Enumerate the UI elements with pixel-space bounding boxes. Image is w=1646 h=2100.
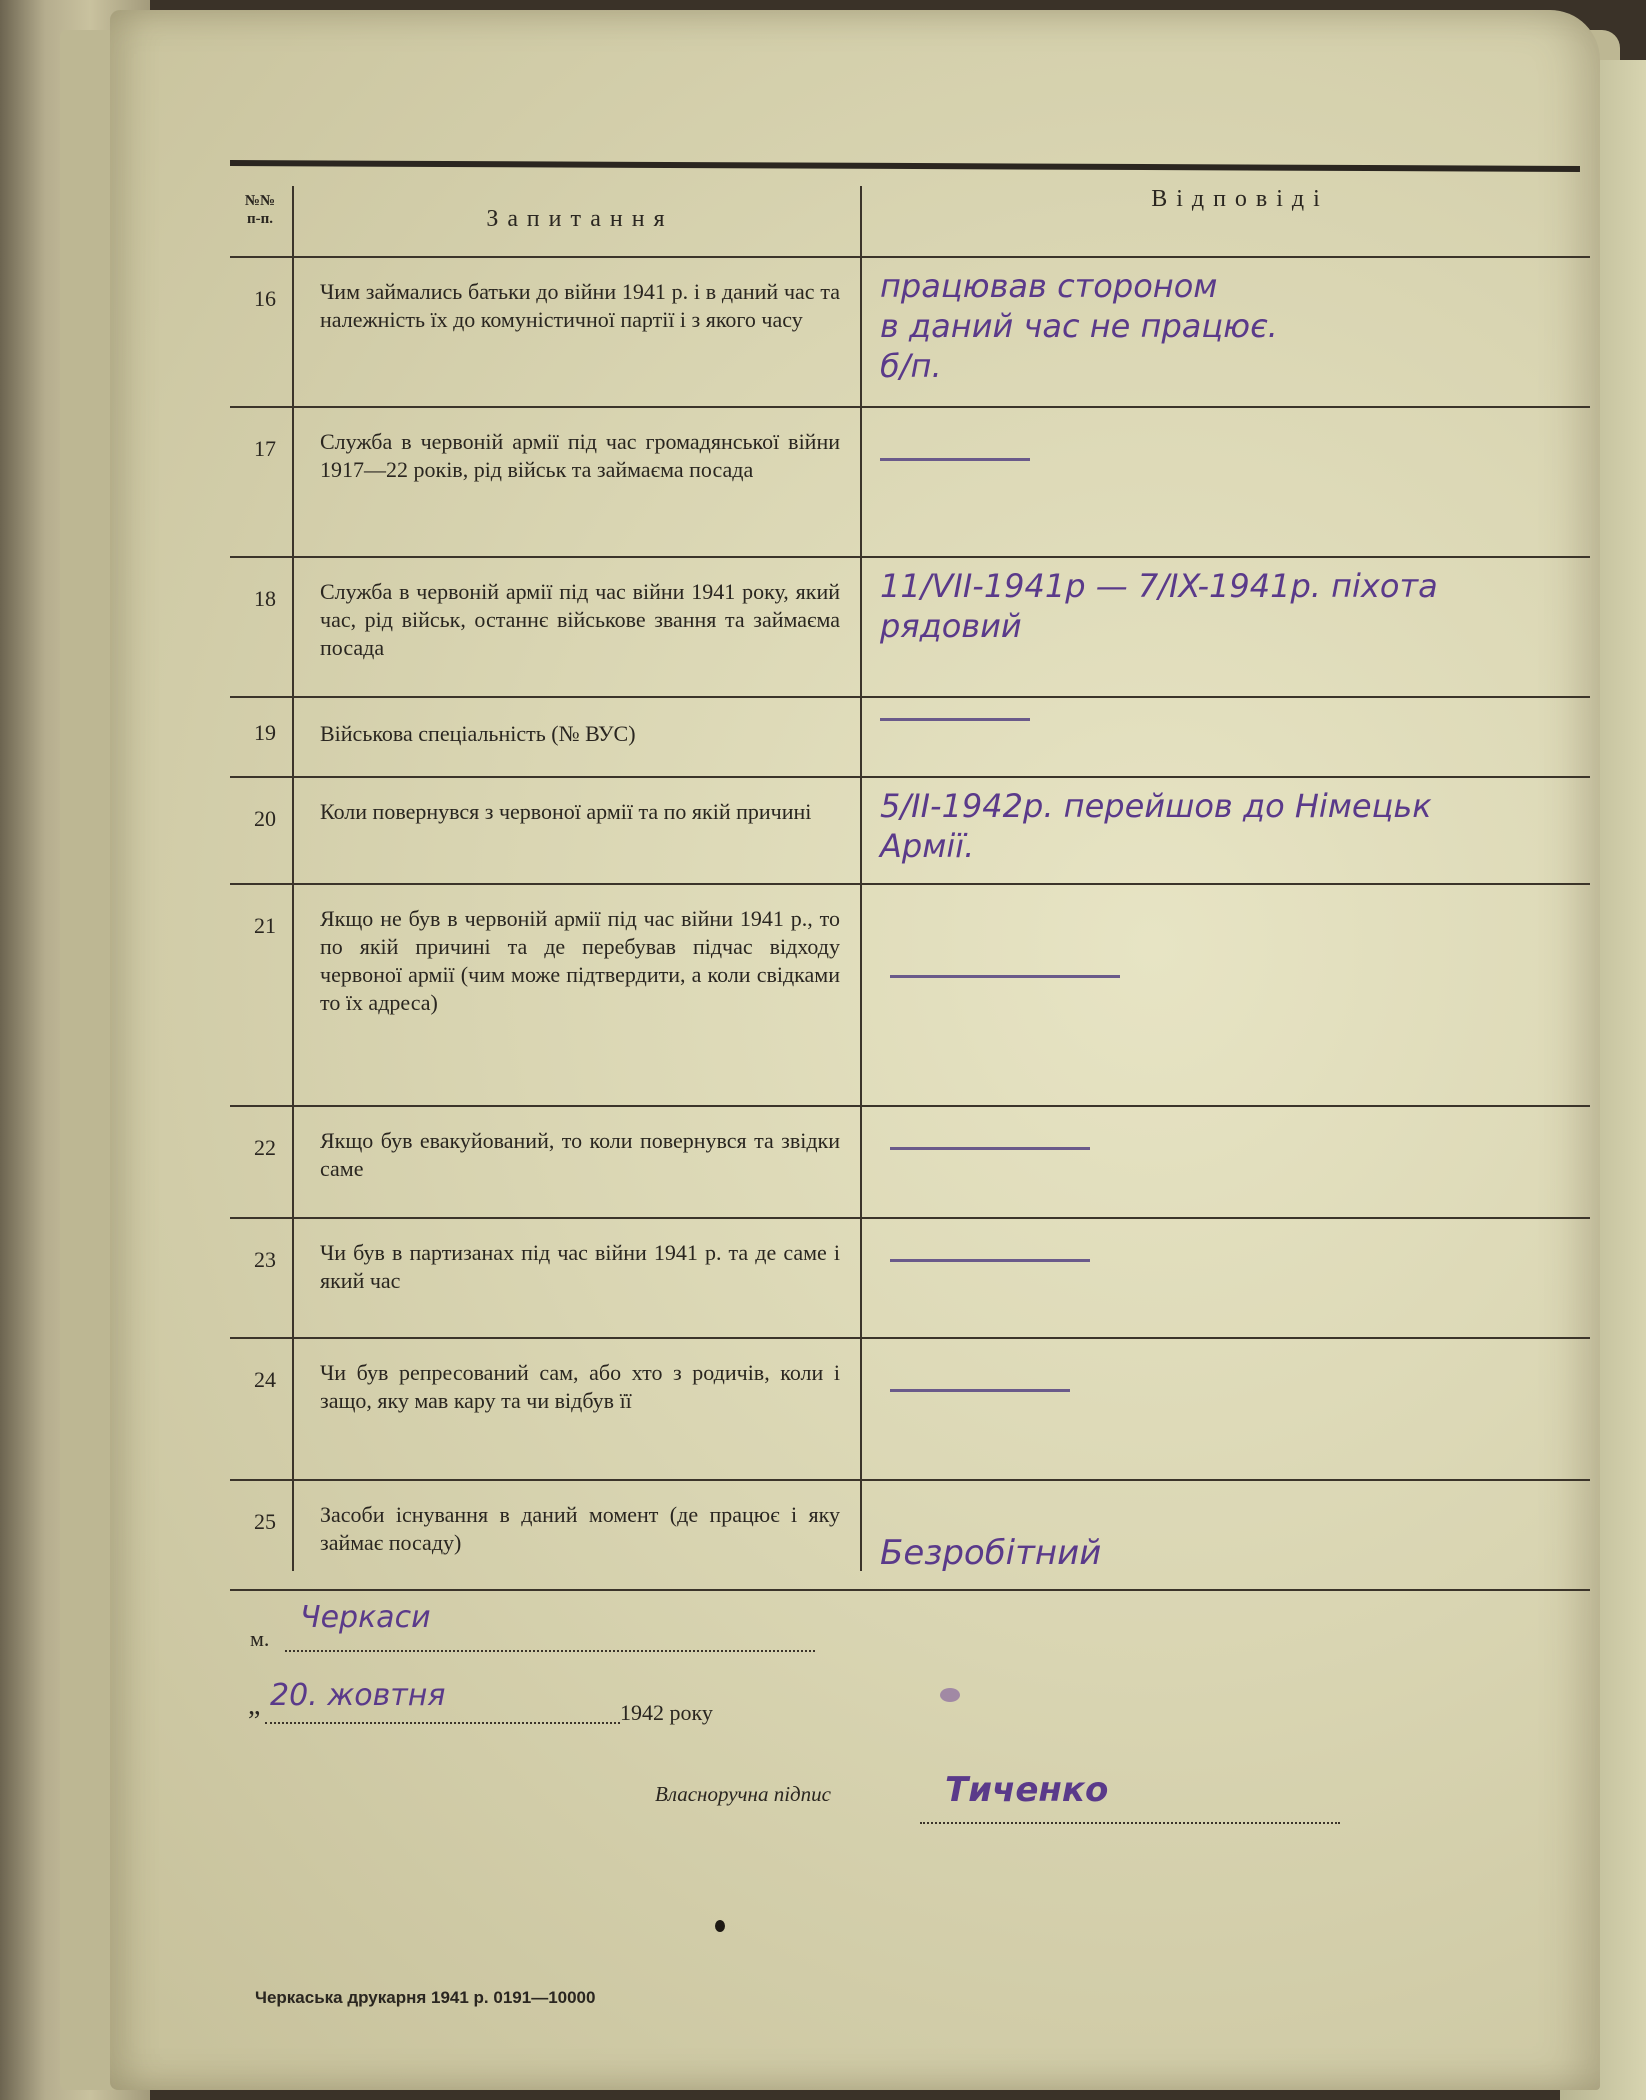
row-number: 20 xyxy=(254,806,276,831)
questionnaire-table xyxy=(230,186,1590,1591)
answer-dash xyxy=(880,718,1030,721)
row-number: 16 xyxy=(254,286,276,311)
row-number: 19 xyxy=(254,720,276,745)
table-row xyxy=(230,408,1590,558)
signature-label: Власноручна підпис xyxy=(655,1782,831,1806)
row-question: Служба в червоній армії під час громадянської війни 1917—22 років, рід військ та займаєма посада xyxy=(320,429,840,482)
row-question: Чи був в партизанах під час війни 1941 р. та де саме і який час xyxy=(320,1240,840,1293)
ink-blot xyxy=(940,1688,960,1702)
column-divider xyxy=(860,186,862,1571)
column-divider xyxy=(292,186,294,1571)
header-number: №№ п-п. xyxy=(244,193,276,227)
city-label: м. xyxy=(250,1626,270,1651)
printer-imprint: Черкаська друкарня 1941 р. 0191—10000 xyxy=(255,1988,596,2007)
row-number: 17 xyxy=(254,436,276,461)
answer-dash xyxy=(890,1259,1090,1262)
row-answer: працював стороном в даний час не працює. б/п. xyxy=(880,267,1278,385)
row-question: Коли повернувся з червоної армії та по якій причині xyxy=(320,799,812,824)
table-row xyxy=(230,1107,1590,1219)
year-label: 1942 року xyxy=(620,1700,713,1725)
header-question: Запитання xyxy=(486,206,674,232)
table-row xyxy=(230,1481,1590,1591)
row-number: 24 xyxy=(254,1367,276,1392)
row-answer: 5/II-1942р. перейшов до Німецьк Армії. xyxy=(880,787,1432,865)
row-question: Чи був репресований сам, або хто з родичів, коли і защо, яку мав кару та чи відбув її xyxy=(320,1360,840,1413)
city-underline xyxy=(285,1650,815,1652)
table-header xyxy=(230,186,1590,258)
row-number: 21 xyxy=(254,913,276,938)
table-row xyxy=(230,885,1590,1107)
row-answer: Безробітний xyxy=(880,1533,1102,1573)
signature: Тиченко xyxy=(945,1770,1109,1810)
row-number: 25 xyxy=(254,1509,276,1534)
table-row xyxy=(230,778,1590,885)
table-row xyxy=(230,698,1590,778)
row-question: Військова спеціальність (№ ВУС) xyxy=(320,721,636,746)
header-answer: Відповіді xyxy=(1151,186,1329,212)
table-row xyxy=(230,1339,1590,1481)
answer-dash xyxy=(890,975,1120,978)
city-value: Черкаси xyxy=(300,1600,431,1635)
row-number: 18 xyxy=(254,586,276,611)
ink-speck xyxy=(715,1920,725,1932)
row-question: Якщо не був в червоній армії під час війни 1941 р., то по якій причині та де перебував підчас відходу червоної армії (чим може підтвердити, а коли свідками то їх адреса) xyxy=(320,906,840,1015)
table-row xyxy=(230,558,1590,698)
answer-dash xyxy=(890,1389,1070,1392)
row-question: Чим займались батьки до війни 1941 р. і в даний час та належність їх до комуністичної партії і з якого часу xyxy=(320,279,840,332)
row-question: Служба в червоній армії під час війни 1941 року, який час, рід військ, останнє військове звання та займаєма посада xyxy=(320,579,840,660)
row-number: 22 xyxy=(254,1135,276,1160)
date-prefix: „ xyxy=(248,1690,261,1721)
answer-dash xyxy=(890,1147,1090,1150)
row-question: Засоби існування в даний момент (де працює і яку займає посаду) xyxy=(320,1502,840,1555)
row-number: 23 xyxy=(254,1247,276,1272)
answer-dash xyxy=(880,458,1030,461)
row-answer: 11/VII-1941р — 7/IX-1941р. піхота рядовий xyxy=(880,567,1438,645)
date-underline xyxy=(265,1722,620,1724)
table-row xyxy=(230,258,1590,408)
signature-underline xyxy=(920,1822,1340,1824)
date-value: 20. жовтня xyxy=(270,1678,446,1713)
row-question: Якщо був евакуйований, то коли повернувся та звідки саме xyxy=(320,1128,840,1181)
table-row xyxy=(230,1219,1590,1339)
